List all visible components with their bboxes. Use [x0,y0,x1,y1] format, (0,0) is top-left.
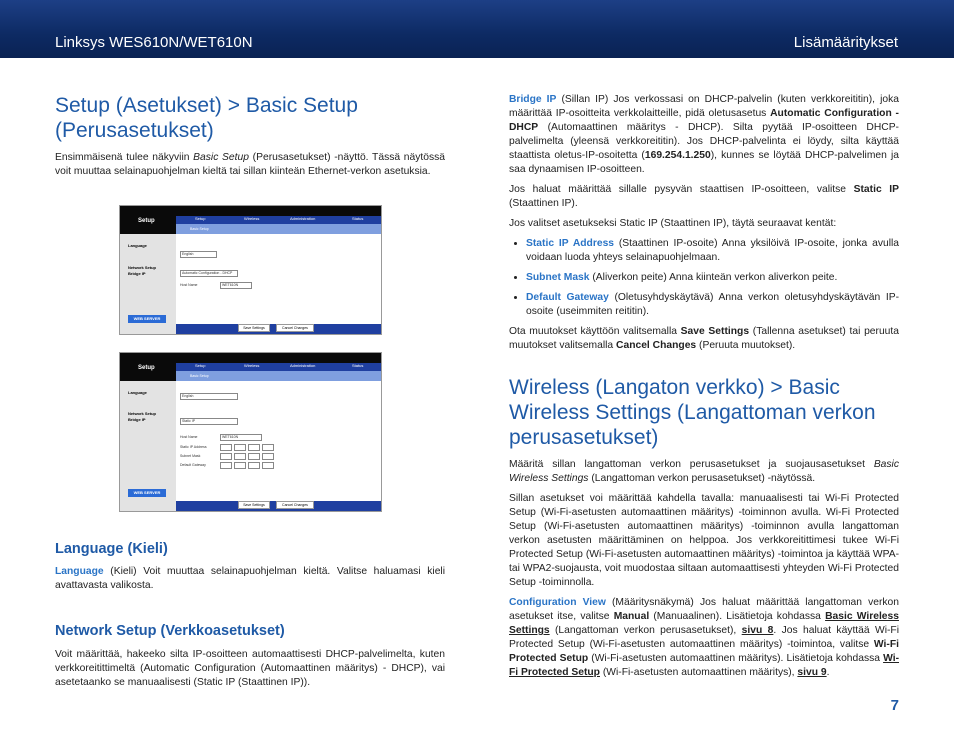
network-setup-heading: Network Setup (Verkkoasetukset) [55,623,285,639]
basic-wireless-settings-link[interactable]: Basic Wireless Settings [509,611,899,636]
wireless-section [509,375,899,680]
language-heading: Language (Kieli) [55,541,168,557]
page-number: 7 [890,697,899,714]
wireless-methods-paragraph: Sillan asetukset voi määrittää kahdella tavalla: manuaalisesti tai Wi-Fi Protected Setup (Wi-Fi-asetusten automaattinen määritys) -toiminnon avulla. Wi-Fi Protected Setup (Wi-Fi-asetusten automaattinen määritys) -toiminnon avulla langattoman verkon asetusten määrittäminen on helppoa. Jos verkkoreitittimesi tukee Wi-Fi Protected Setup (Wi-Fi-asetusten automaattinen määritys) -toimintoa ja käyttää WPA- tai WPA2-suojausta, voit muodostaa siltaan automaattisesti yhteyden Wi-Fi Protected Setup -toiminnolla. [509,493,899,588]
left-column [55,93,445,179]
page-8-link[interactable]: sivu 8 [741,625,774,636]
intro-paragraph: Ensimmäisenä tulee näkyviin Basic Setup (Perusasetukset) -näyttö. Tässä näytössä voit muuttaa selainapuohjelman kieltä tai sillan kiinteän Ethernet-verkon asetuksia. [55,152,446,177]
wireless-intro: Määritä sillan langattoman verkon perusasetukset ja suojausasetukset Basic Wireless Settings (Langattoman verkon perusasetukset) -näytössä. [509,459,899,484]
page-title: Setup (Asetukset) > Basic Setup (Perusasetukset) [55,94,358,142]
list-item: • Subnet Mask (Aliverkon peite) Anna kiinteän verkon aliverkon peite. [526,271,899,285]
save-paragraph: Ota muutokset käyttöön valitsemalla Save Settings (Tallenna asetukset) tai peruuta muutokset valitsemalla Cancel Changes (Peruuta muutokset). [509,326,900,351]
right-column [509,93,899,353]
product-name: Linksys WES610N/WET610N [55,34,253,51]
network-setup-paragraph: Voit määrittää, hakeeko silta IP-osoitteen automaattisesti DHCP-palvelimelta, kuten verkkoreitittimeltä (Automatic Configuration (Automaattinen määritys) - DHCP), vai asetetaanko se manuaalisesti (Static IP (Staattinen IP)). [55,649,445,688]
static-ip-paragraph: Jos haluat määrittää sillalle pysyvän staattisen IP-osoitteen, valitse Static IP (Staattinen IP). [509,184,899,209]
page-9-link[interactable]: sivu 9 [797,667,827,678]
wireless-title: Wireless (Langaton verkko) > Basic Wireless Settings (Langattoman verkon perusasetukset) [509,376,876,449]
section-name: Lisämääritykset [793,34,898,51]
page-header [0,0,954,58]
bridge-ip-paragraph: Bridge IP (Sillan IP) Jos verkossasi on DHCP-palvelin (kuten verkkoreititin), joka määrittää IP-osoitteita verkkolaitteille, pidä oletusasetus Automatic Configuration - DHCP (Automaattinen määritys - DHCP). Silta pyytää IP-osoitteen DHCP-palvelimelta (yleensä verkkoreititin). Jos DHCP-palvelinta ei löydy, silta käyttää staattista oletus-IP-osoitetta (169.254.1.250), kunnes se löytää DHCP-palvelimen ja saa dynaamisen IP-osoitteen. [509,94,899,175]
static-intro: Jos valitset asetukseksi Static IP (Staattinen IP), täytä seuraavat kentät: [509,218,837,229]
language-paragraph: Language (Kieli) Voit muuttaa selainapuohjelman kieltä. Valitse haluamasi kieli avattavasta valikosta. [55,566,445,591]
basic-setup-screenshot-static: Setup Setup Wireless Administration Status Basic Setup Language Network Setup Bridge IP English Static IP Host Name WET610N Static IP Address Subnet Mask Default Gateway WEB SERVER Save Settings Cancel Changes [119,352,382,512]
configuration-view-paragraph: Configuration View (Määritysnäkymä) Jos haluat määrittää langattoman verkon asetukset itse, valitse Manual (Manuaalinen). Lisätietoja kohdassa Basic Wireless Settings (Langattoman verkon perusasetukset), sivu 8. Jos haluat käyttää Wi-Fi Protected Setup (Wi-Fi-asetusten automaattinen määritys) -toimintoa, valitse Wi-Fi Protected Setup (Wi-Fi-asetusten automaattinen määritys). Lisätietoja kohdassa Wi-Fi Protected Setup (Wi-Fi-asetusten automaattinen määritys), sivu 9. [509,597,899,678]
wps-link[interactable]: Wi-Fi Protected Setup [509,653,899,678]
basic-setup-screenshot-dhcp: Setup Setup Wireless Administration Status Basic Setup Language Network Setup Bridge IP English Automatic Configuration - DHCP Host Name WET610N WEB SERVER Save Settings Cancel Changes [119,205,382,335]
list-item: • Default Gateway (Oletusyhdyskäytävä) Anna verkon oletusyhdyskäytävän IP-osoite (useimmiten reititin). [526,291,899,319]
network-setup-section [55,623,445,690]
static-fields-list [509,237,899,319]
list-item: • Static IP Address (Staattinen IP-osoite) Anna yksilöivä IP-osoite, jonka avulla voidaan luoda yhteys selainapuohjelmaan. [526,237,899,265]
language-section [55,541,445,593]
